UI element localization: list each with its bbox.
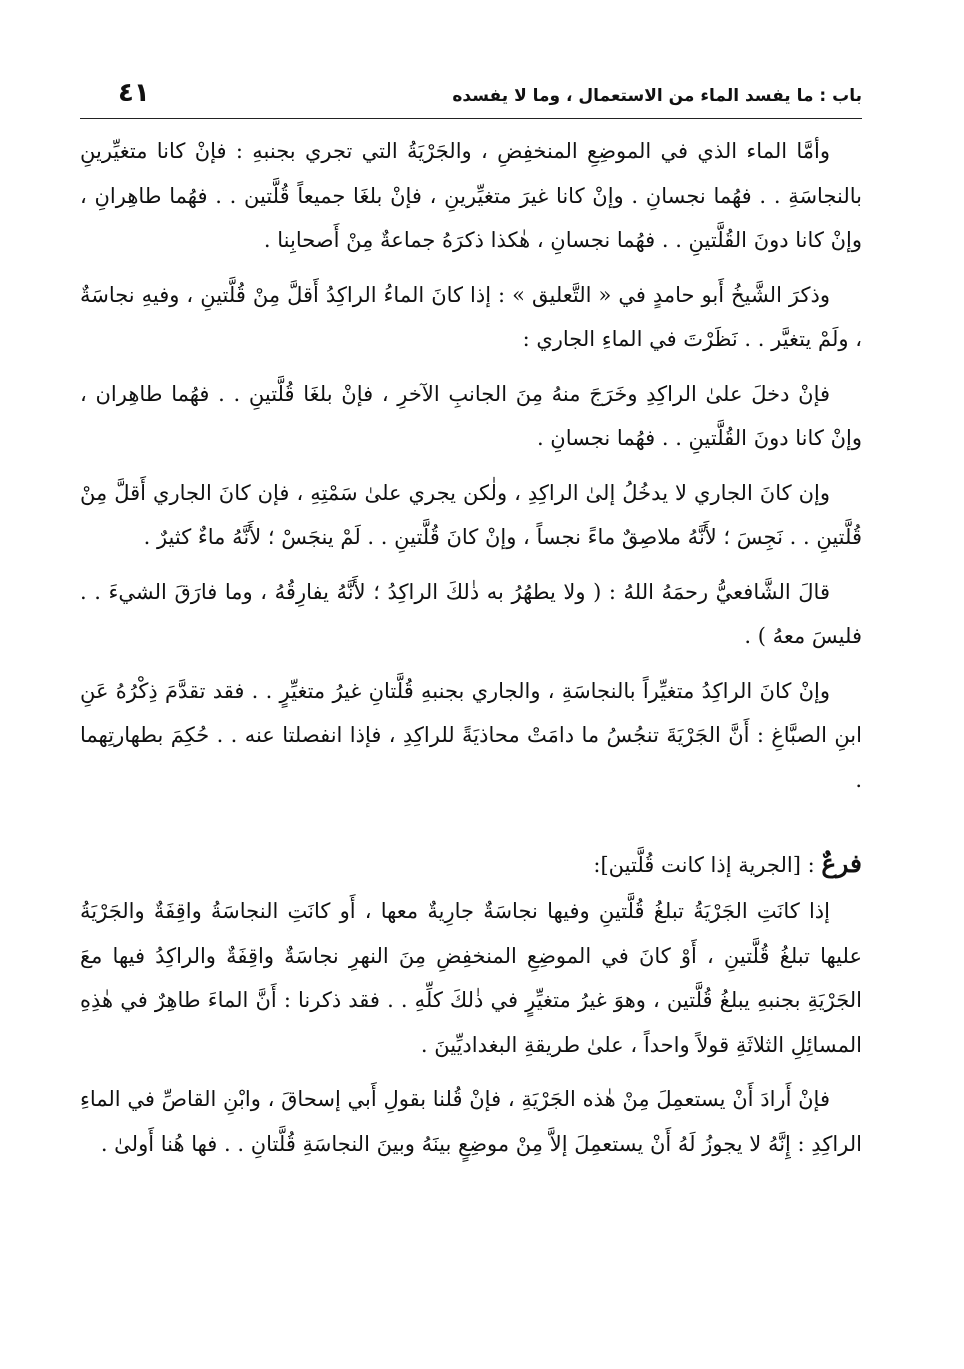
section-title: : [الجرية إذا كانت قُلَّتين]: xyxy=(593,853,822,877)
paragraph: وإن كانَ الجاري لا يدخُلُ إلىٰ الراكِدِ ، ولٰكن يجري علىٰ سَمْتِهِ ، فإن كانَ الجاري أَقلَّ مِنْ قُلَّتينِ . . نَجِسَ ؛ لأَنَّهُ ملاصِقٌ ماءً نجساً ، وإنْ كانَ قُلَّتينِ . . لَمْ ينجَسْ ؛ لأَنَّهُ ماءٌ كثيرٌ . xyxy=(80,480,862,549)
book-page xyxy=(80,72,862,1176)
paragraph: إذا كانَتِ الجَرْيَةُ تبلغُ قُلَّتينِ وفيها نجاسَةٌ جارِيةٌ معها ، أَو كانَتِ النجاسَةُ واقِفَةٌ والجَرْيَةُ عليها تبلغُ قُلَّتينِ ، أَوْ كانَ في الموضِعِ المنخفِضِ مِنَ النهرِ نجاسَةٌ واقِفَةٌ والراكِدُ فيها معَ الجَرْيَةِ بجنبهِ يبلغُ قُلَّتين ، وهوَ غيرُ متغيِّرٍ في ذٰلكَ كلِّهِ . . فقد ذكرنا : أَنَّ الماءَ طاهِرٌ في هٰذِهِ المسائِلِ الثلاثَةِ قولاً واحداً ، علىٰ طريقةِ البغداديِّينَ . xyxy=(80,899,862,1057)
section-heading xyxy=(80,842,862,887)
body-text xyxy=(80,129,862,1166)
page-header xyxy=(80,72,862,119)
paragraph: فإنْ دخلَ علىٰ الراكِدِ وخَرَجَ منهُ مِنَ الجانبِ الآخرِ ، فإنْ بلغَا قُلَّتينِ . . فهُما طاهِران ، وإنْ كانا دونَ القُلَّتينِ . . فهُما نجسانِ . xyxy=(80,381,862,450)
page-number: ٤١ xyxy=(118,78,150,108)
paragraph: قالَ الشَّافعيُّ رحمَهُ اللهُ : ( ولا يطهُرُ به ذٰلكَ الراكِدُ ؛ لأَنَّهُ يفارِقُهُ ، وما فارَقَ الشيءَ . . فليسَ معهُ ) . xyxy=(80,579,862,648)
section-label: فرعٌ xyxy=(821,849,862,878)
running-head: باب : ما يفسد الماء من الاستعمال ، وما لا يفسده xyxy=(452,86,862,106)
paragraph: وأمَّا الماء الذي في الموضِعِ المنخفِضِ ، والجَرْيَةُ التي تجري بجنبهِ : فإنْ كانا متغيِّرينِ بالنجاسَةِ . . فهُما نجسانِ . وإنْ كانا غيرَ متغيِّرينِ ، فإنْ بلغَا جميعاً قُلَّتين . . فهُما طاهِرانِ ، وإنْ كانا دونَ القُلَّتينِ . . فهُما نجسانِ ، هٰكذا ذكرَهُ جماعةٌ مِنْ أَصحابِنا . xyxy=(80,139,862,252)
paragraph: فإنْ أَرادَ أَنْ يستعمِلَ مِنْ هٰذه الجَرْيَةِ ، فإنْ قُلنا بقولِ أَبي إسحاقَ ، وابْنِ القاصِّ في الماءِ الراكِدِ : إِنَّهُ لا يجوزُ لَهُ أَنْ يستعمِلَ إلاَّ مِنْ موضِعٍ بينَهُ وبينَ النجاسَةِ قُلَّتانِ . . فها هُنا أَولىٰ . xyxy=(80,1087,862,1156)
paragraph: وإنْ كانَ الراكِدُ متغيِّراً بالنجاسَةِ ، والجاري بجنبهِ قُلَّتانِ غيرُ متغيِّرٍ . . فقد تقدَّمَ ذِكْرُهُ عَنِ ابنِ الصبَّاغِ : أَنَّ الجَرْيَةَ تنجُسُ ما دامَتْ محاذيَةً للراكِدِ ، فإذا انفصلتا عنه . . حُكِمَ بطهارتِهما . xyxy=(80,678,862,792)
paragraph: وذكرَ الشَّيخُ أَبو حامدٍ في « التَّعليق » : إذا كانَ الماءُ الراكِدُ أَقلَّ مِنْ قُلَّتينِ ، وفيهِ نجاسَةٌ ، ولَمْ يتغيَّر . . نَظَرْتَ في الماءِ الجاري : xyxy=(80,282,862,351)
